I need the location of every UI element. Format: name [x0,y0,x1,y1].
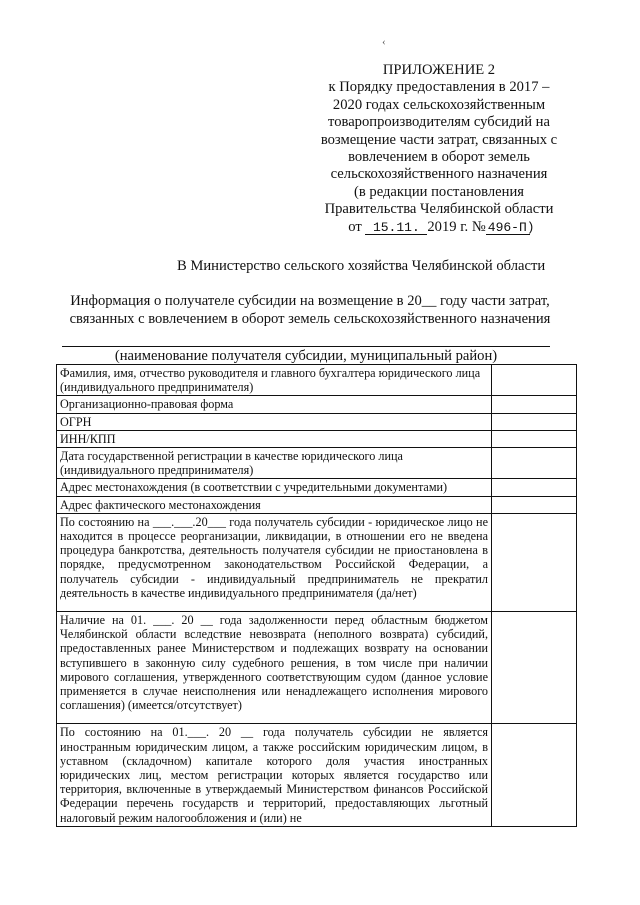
row-label: По состоянию на 01.___. 20 __ года получатель субсидии не является иностранным юридическим лицом, а также российским юридическим лицом, в уставном (складочном) капитале которого доля участия иностранных юридических лиц, местом регистрации которых является государство или территория, включенные в утверждаемый Министерством финансов Российской Федерации перечень государств и территорий, предоставляющих льготный налоговый режим налогообложения и (или) не [60,725,488,825]
appendix-line: товаропроизводителям субсидий на [328,114,550,131]
row-value-cell[interactable] [492,396,577,413]
row-label: Фамилия, имя, отчество руководителя и главного бухгалтера юридического лица (индивидуального предпринимателя) [57,365,492,396]
table-row [57,479,577,496]
resolution-date-line [316,219,562,236]
row-label: ИНН/КПП [57,430,492,447]
table-row [57,513,577,611]
row-label: По состоянию на ___.___.20___ года получатель субсидии - юридическое лицо не находится в процессе реорганизации, ликвидации, в отношении его не введена процедура банкротства, деятельность получателя субсидии не приостановлена в порядке, предусмотренном законодательством Российской Федерации, а получатель субсидии - индивидуальный предприниматель не прекратил деятельность в качестве индивидуального предпринимателя (да/нет) [60,514,488,600]
appendix-line: вовлечением в оборот земель [348,149,530,166]
appendix-line: Правительства Челябинской области [324,201,554,218]
appendix-header [316,62,562,236]
row-label: Адрес фактического местонахождения [57,496,492,513]
row-value-cell[interactable] [492,448,577,479]
table-row [57,724,577,826]
appendix-line: ПРИЛОЖЕНИЕ 2 [382,62,496,78]
row-value-cell[interactable] [492,513,577,611]
form-title-line: Информация о получателе субсидии на возмещение в 20__ году части затрат, [70,293,550,309]
appendix-line: к Порядку предоставления в 2017 – [328,79,550,96]
form-title-line: связанных с вовлечением в оборот земель сельскохозяйственного назначения [69,311,551,327]
table-row [57,496,577,513]
row-label-block [57,513,492,611]
resolution-number: 496-П) [487,219,535,235]
row-label: ОГРН [57,413,492,430]
row-label-block [57,724,492,826]
table-row [57,612,577,724]
appendix-line: возмещение части затрат, связанных с [320,131,558,148]
addressee-line: В Министерство сельского хозяйства Челябинской области [177,258,546,274]
table-row [57,448,577,479]
row-label: Организационно-правовая форма [57,396,492,413]
form-title [60,292,560,328]
recipient-name-caption: (наименование получателя субсидии, муниципальный район) [114,348,498,364]
resolution-date: 15.11. [365,221,427,235]
date-middle: 2019 г. № [427,218,486,235]
row-value-cell[interactable] [492,413,577,430]
row-value-cell[interactable] [492,612,577,724]
appendix-line: (в редакции постановления [354,183,524,200]
row-label-block [57,612,492,724]
table-row [57,396,577,413]
row-value-cell[interactable] [492,430,577,447]
recipient-name-field[interactable] [62,346,550,347]
table-row [57,430,577,447]
row-value-cell[interactable] [492,479,577,496]
row-value-cell[interactable] [492,365,577,396]
date-prefix: от [348,218,362,235]
recipient-info-table [56,364,577,827]
appendix-line: сельскохозяйственного назначения [330,166,548,183]
scan-mark: ‹ [382,36,386,48]
row-label: Дата государственной регистрации в качестве юридического лица (индивидуального предпринимателя) [57,448,492,479]
row-label: Наличие на 01. ___. 20 __ года задолженности перед областным бюджетом Челябинской области вследствие невозврата (неполного возврата) субсидий, предоставленных ранее Министерством и подлежащих возврату на основании вступившего в законную силу судебного решения, в том числе при наличии мирового соглашения, утвержденного соответствующим судом (данное условие применяется в случае неисполнения или ненадлежащего исполнения мирового соглашения) (имеется/отсутствует) [60,613,488,713]
table-row [57,365,577,396]
row-value-cell[interactable] [492,496,577,513]
table-row [57,413,577,430]
row-value-cell[interactable] [492,724,577,826]
appendix-line: 2020 годах сельскохозяйственным [332,96,546,113]
row-label: Адрес местонахождения (в соответствии с учредительными документами) [57,479,492,496]
